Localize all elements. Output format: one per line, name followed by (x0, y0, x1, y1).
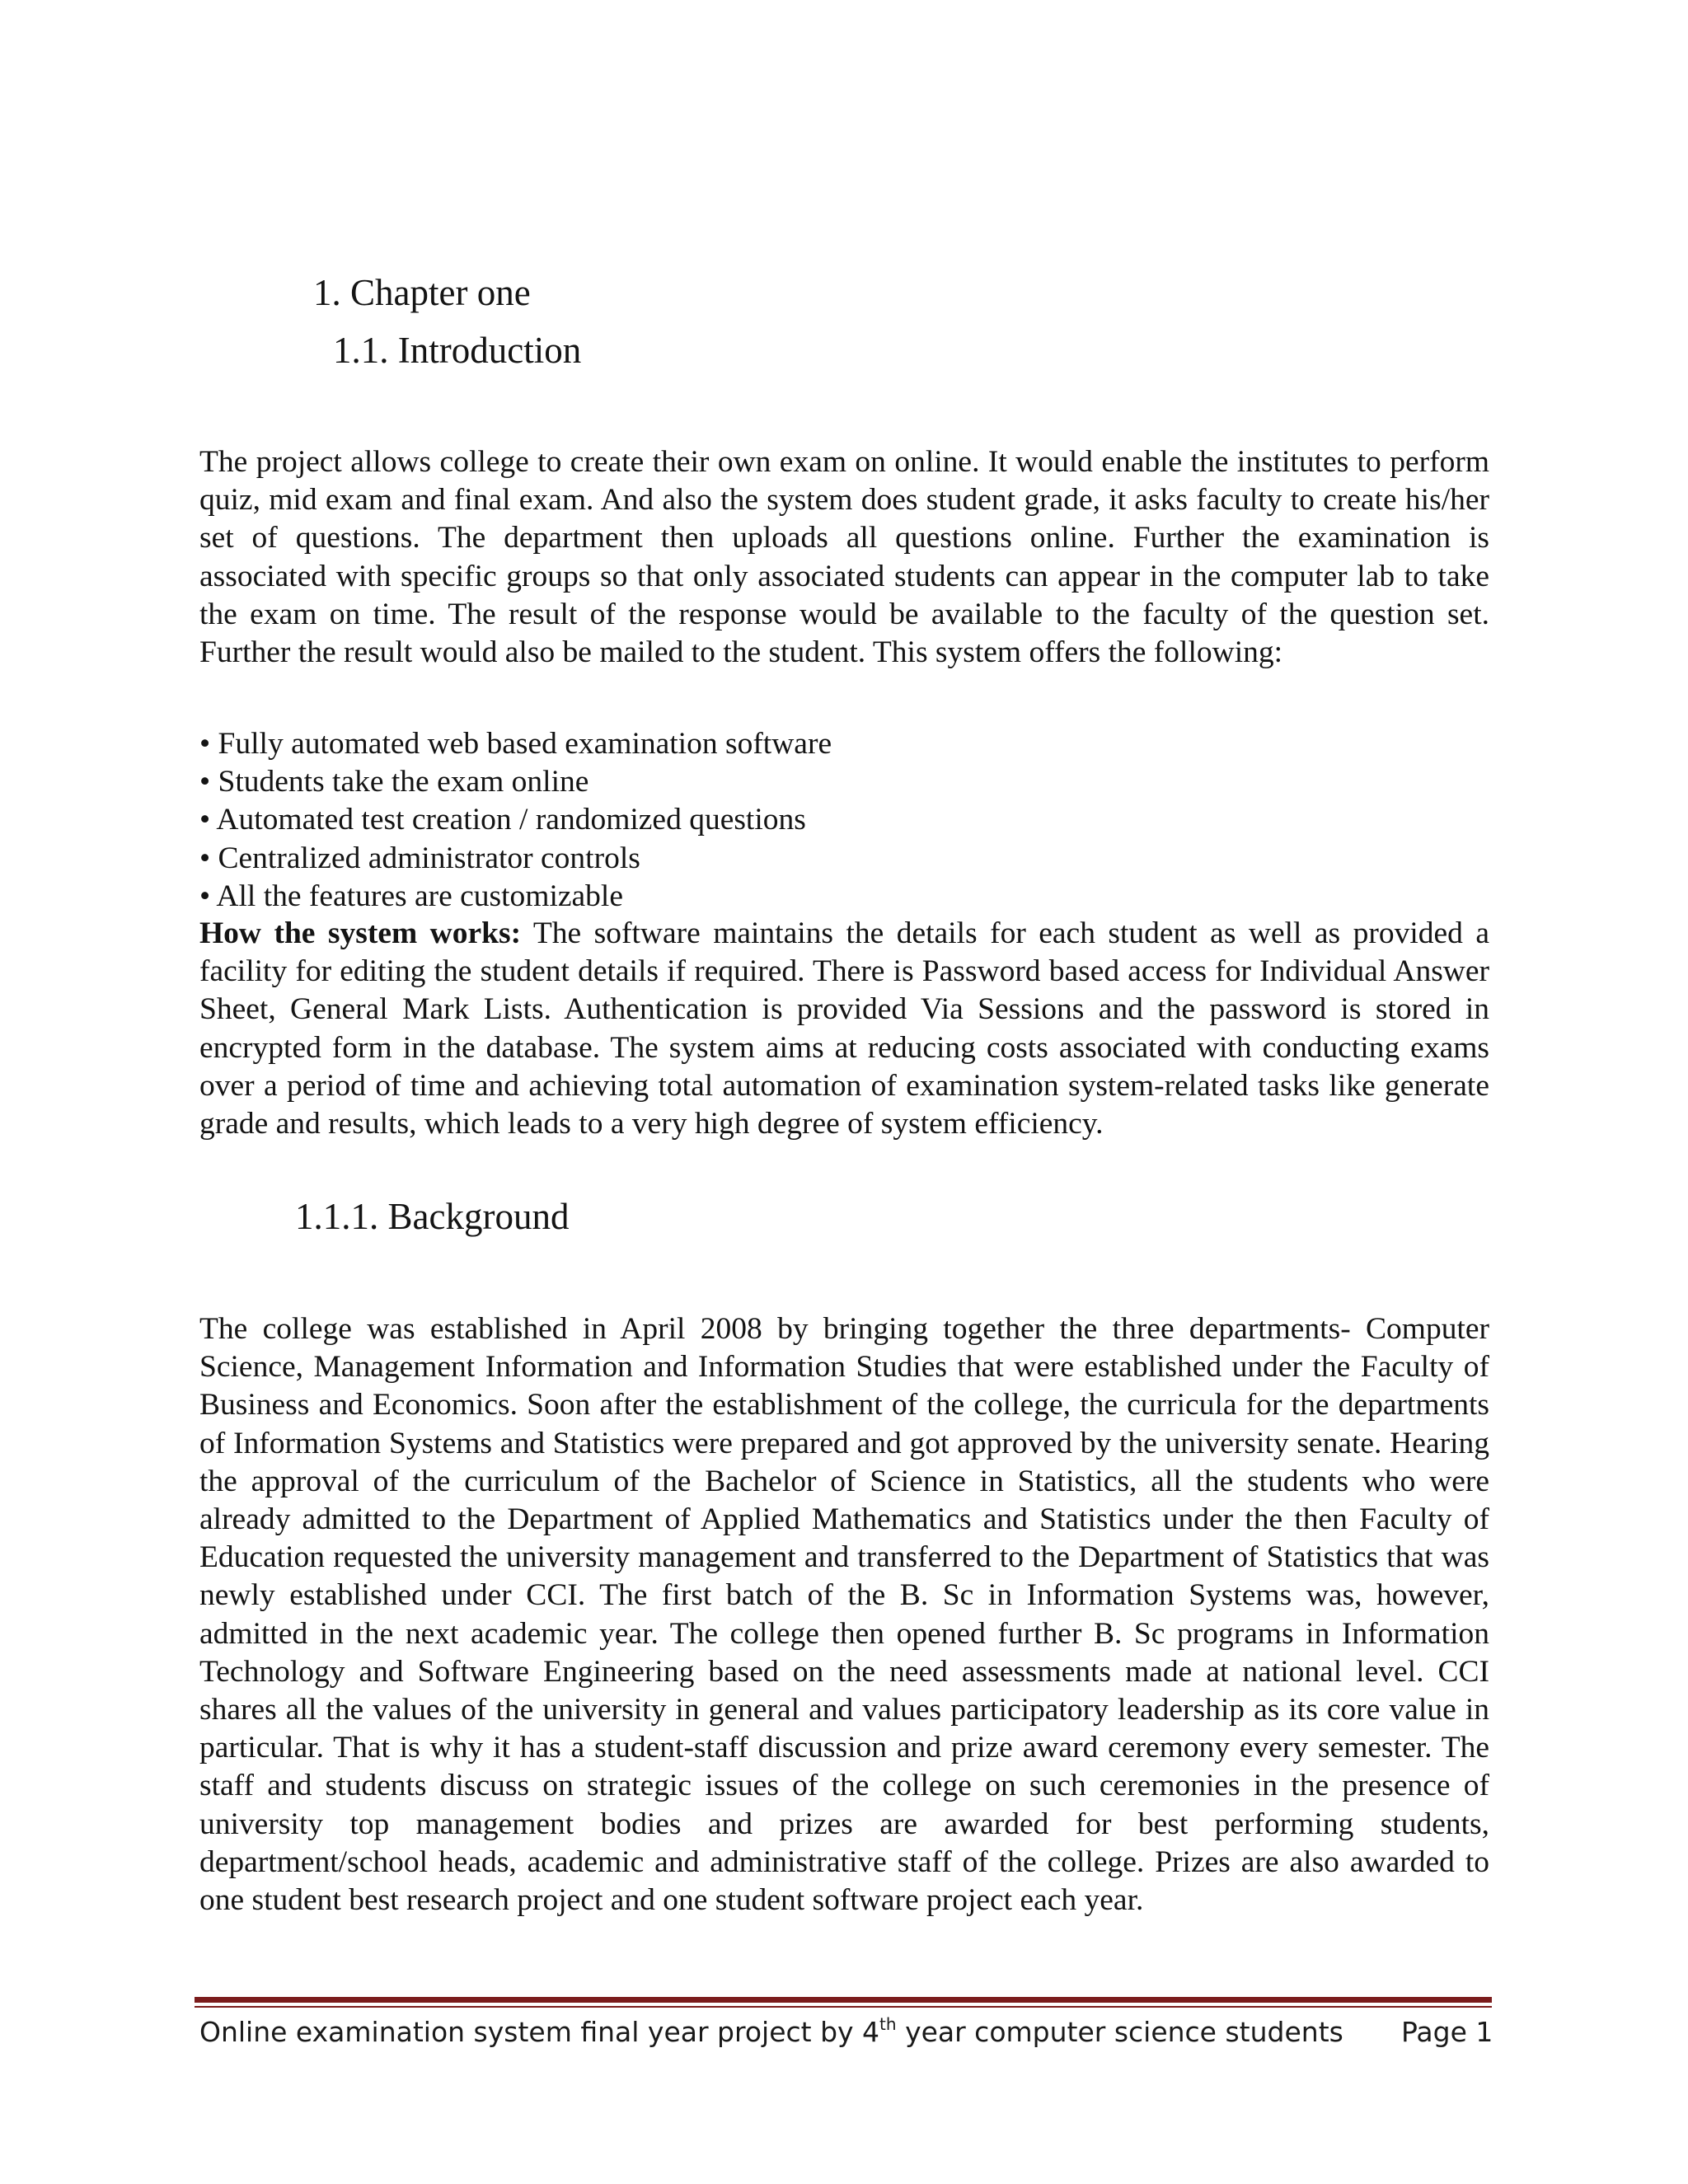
list-item: • Students take the exam online (199, 765, 589, 799)
feature-list (199, 725, 1489, 916)
introduction-paragraph: The project allows college to create their own exam on online. It would enable the institutes to perform quiz, mid exam and final exam. And also the system does student grade, it asks faculty to create his/her set of questions. The department then uploads all questions online. Further the examination is associated with specific groups so that only associated students can appear in the computer lab to take the exam on time. The result of the response would be available to the faculty of the question set. Further the result would also be mailed to the student. This system offers the following: (199, 445, 1489, 670)
list-item: • Centralized administrator controls (199, 841, 640, 875)
list-item: • Automated test creation / randomized questions (199, 803, 806, 837)
footer-superscript: th (879, 2014, 897, 2034)
footer-text-before: Online examination system final year project by 4 (199, 2016, 880, 2048)
how-system-works-text: The software maintains the details for each student as well as provided a facility for editing the student details if required. There is Password based access for Individual Answer Sheet, General Mark Lists. Authentication is provided Via Sessions and the password is stored in encrypted form in the database. The system aims at reducing costs associated with conducting exams over a period of time and achieving total automation of examination system-related tasks like generate grade and results, which leads to a very high degree of system efficiency. (199, 916, 1489, 1141)
chapter-heading: 1. Chapter one (313, 272, 531, 313)
list-item: • All the features are customizable (199, 879, 623, 913)
footer-text-after: year computer science students (896, 2016, 1343, 2048)
how-system-works-label: How the system works: (199, 916, 522, 950)
footer-rule-thin (195, 2006, 1492, 2008)
background-paragraph: The college was established in April 2008 by bringing together the three departments- Computer Science, Management Information and Information Studies that were established under the Faculty of Business and Economics. Soon after the establishment of the college, the curricula for the departments of Information Systems and Statistics were prepared and got approved by the university senate. Hearing the approval of the curriculum of the Bachelor of Science in Statistics, all the students who were already admitted to the Department of Applied Mathematics and Statistics under the then Faculty of Education requested the university management and transferred to the Department of Statistics that was newly established under CCI. The first batch of the B. Sc in Information Systems was, however, admitted in the next academic year. The college then opened further B. Sc programs in Information Technology and Software Engineering based on the need assessments made at national level. CCI shares all the values of the university in general and values participatory leadership as its core value in particular. That is why it has a student-staff discussion and prize award ceremony every semester. The staff and students discuss on strategic issues of the college on such ceremonies in the presence of university top management bodies and prizes are awarded for best performing students, department/school heads, academic and administrative staff of the college. Prizes are also awarded to one student best research project and one student software project each year. (199, 1312, 1489, 1918)
footer-rule (195, 1997, 1492, 2003)
page-number: Page 1 (1401, 2016, 1493, 2048)
footer-title (199, 2013, 1343, 2052)
list-item: • Fully automated web based examination software (199, 727, 832, 761)
background-heading: 1.1.1. Background (295, 1196, 570, 1237)
how-system-works-paragraph (199, 915, 1489, 1143)
introduction-heading: 1.1. Introduction (333, 330, 582, 371)
